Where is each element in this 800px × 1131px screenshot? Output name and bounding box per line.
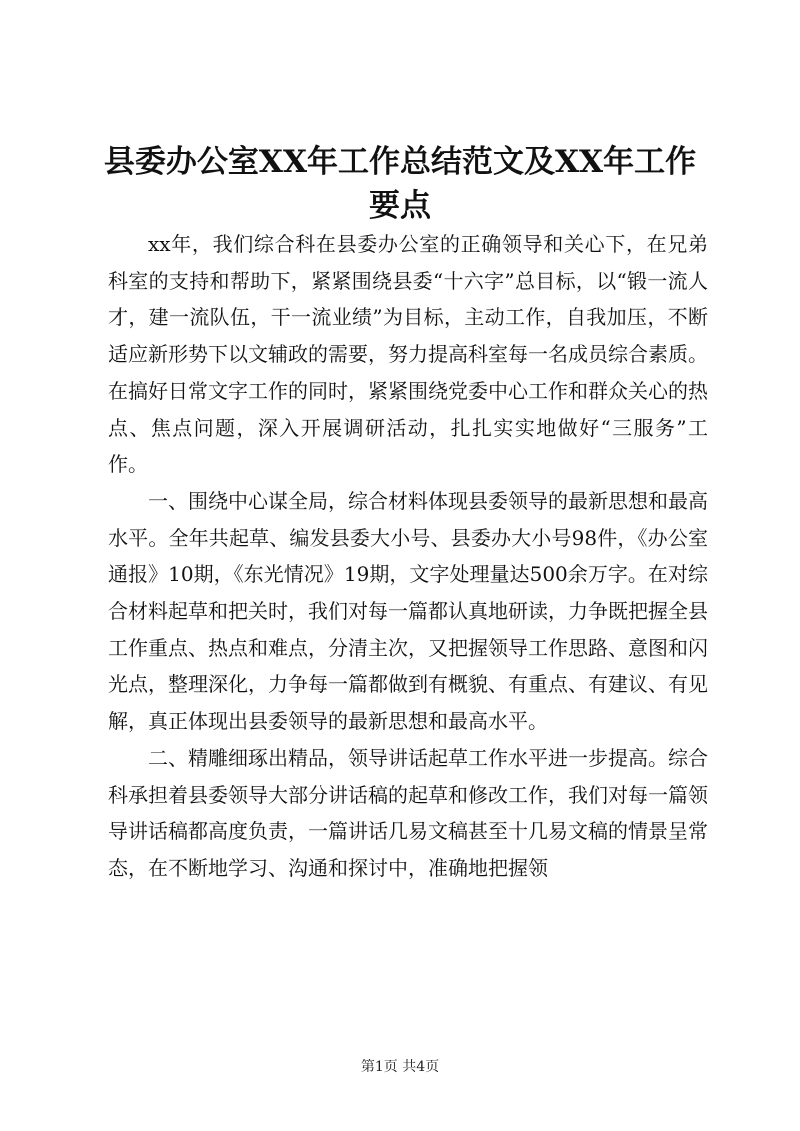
document-title: 县委办公室XX年工作总结范文及XX年工作要点 — [103, 144, 697, 224]
page-footer: 第1页 共4页 — [360, 1059, 440, 1075]
document-body — [108, 226, 708, 887]
paragraph-section-two: 二、精雕细琢出精品，领导讲话起草工作水平进一步提高。综合科承担着县委领导大部分讲话稿的起草和修改工作，我们对每一篇领导讲话稿都高度负责，一篇讲话几易文稿甚至十几易文稿的情景呈常态，在不断地学习、沟通和探讨中，准确地把握领 — [108, 745, 708, 880]
paragraph-intro: xx年，我们综合科在县委办公室的正确领导和关心下，在兄弟科室的支持和帮助下，紧紧围绕县委“十六字”总目标，以“锻一流人才，建一流队伍，干一流业绩”为目标，主动工作，自我加压，不断适应新形势下以文辅政的需要，努力提高科室每一名成员综合素质。在搞好日常文字工作的同时，紧紧围绕党委中心工作和群众关心的热点、焦点问题，深入开展调研活动，扎扎实实地做好“三服务”工作。 — [108, 232, 708, 477]
paragraph-section-one: 一、围绕中心谋全局，综合材料体现县委领导的最新思想和最高水平。全年共起草、编发县委大小号、县委办大小号98件，《办公室通报》10期，《东光情况》19期，文字处理量达500余万字。在对综合材料起草和把关时，我们对每一篇都认真地研读，力争既把握全县工作重点、热点和难点，分清主次，又把握领导工作思路、意图和闪光点，整理深化，力争每一篇都做到有概貌、有重点、有建议、有见解，真正体现出县委领导的最新思想和最高水平。 — [108, 488, 708, 734]
